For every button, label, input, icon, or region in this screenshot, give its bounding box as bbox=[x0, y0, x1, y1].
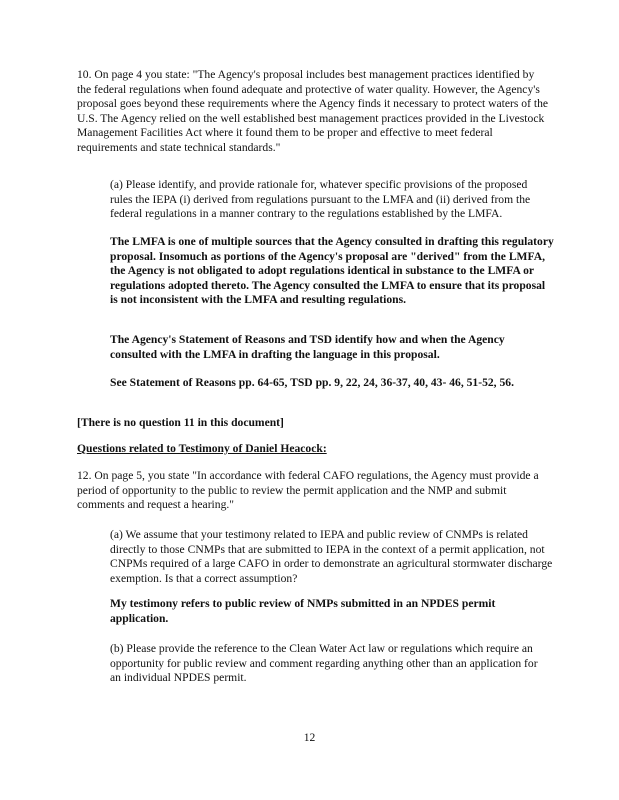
question-10-paragraph: 10. On page 4 you state: "The Agency's proposal includes best management practices identified by the federal regulations when found adequate and protective of water quality. However, the Agency's proposal goes beyond these requirements where the Agency finds it necessary to protect waters of the U.S. The Agency relied on the well established best management practices provided in the Livestock Management Facilities Act where it found them to be proper and effective to meet federal requirements and state technical standards." bbox=[77, 68, 549, 154]
question-12a-text: (a) We assume that your testimony related to IEPA and public review of CNMPs is related directly to those CNMPs that are submitted to IEPA in the context of a permit application, not CNPMs required of a large CAFO in order to demonstrate an agricultural stormwater discharge exemption. Is that a correct assumption? bbox=[110, 528, 553, 585]
question-12-paragraph: 12. On page 5, you state "In accordance with federal CAFO regulations, the Agency must provide a period of opportunity to the public to review the permit application and the NMP and submit comments and request a hearing." bbox=[77, 469, 539, 512]
question-10a-text: (a) Please identify, and provide rationale for, whatever specific provisions of the proposed rules the IEPA (i) derived from regulations pursuant to the LMFA and (ii) derived from the federal regulations in a manner contrary to the regulations established by the LMFA. bbox=[110, 178, 531, 221]
answer-12a: My testimony refers to public review of NMPs submitted in an NPDES permit application. bbox=[110, 597, 496, 625]
question-12b-text: (b) Please provide the reference to the Clean Water Act law or regulations which require an opportunity for public review and comment regarding anything other than an application for an individual NPDES permit. bbox=[110, 642, 538, 685]
section-heading: Questions related to Testimony of Daniel Heacock: bbox=[77, 442, 327, 455]
no-question-11-note: [There is no question 11 in this document] bbox=[77, 416, 284, 429]
page-number: 12 bbox=[303, 731, 316, 744]
answer-10a-citation: See Statement of Reasons pp. 64-65, TSD pp. 9, 22, 24, 36-37, 40, 43- 46, 51-52, 56. bbox=[110, 376, 514, 389]
answer-10a-paragraph-1: The LMFA is one of multiple sources that the Agency consulted in drafting this regulatory proposal. Insomuch as portions of the Agency's proposal are "derived" from the LMFA, the Agency is not obligated to adopt regulations identical in substance to the LMFA or regulations adopted thereto. The Agency consulted the LMFA to ensure that its proposal is not inconsistent with the LMFA and resulting regulations. bbox=[110, 235, 554, 307]
answer-10a-paragraph-2: The Agency's Statement of Reasons and TSD identify how and when the Agency consulted with the LMFA in drafting the language in this proposal. bbox=[110, 333, 505, 361]
